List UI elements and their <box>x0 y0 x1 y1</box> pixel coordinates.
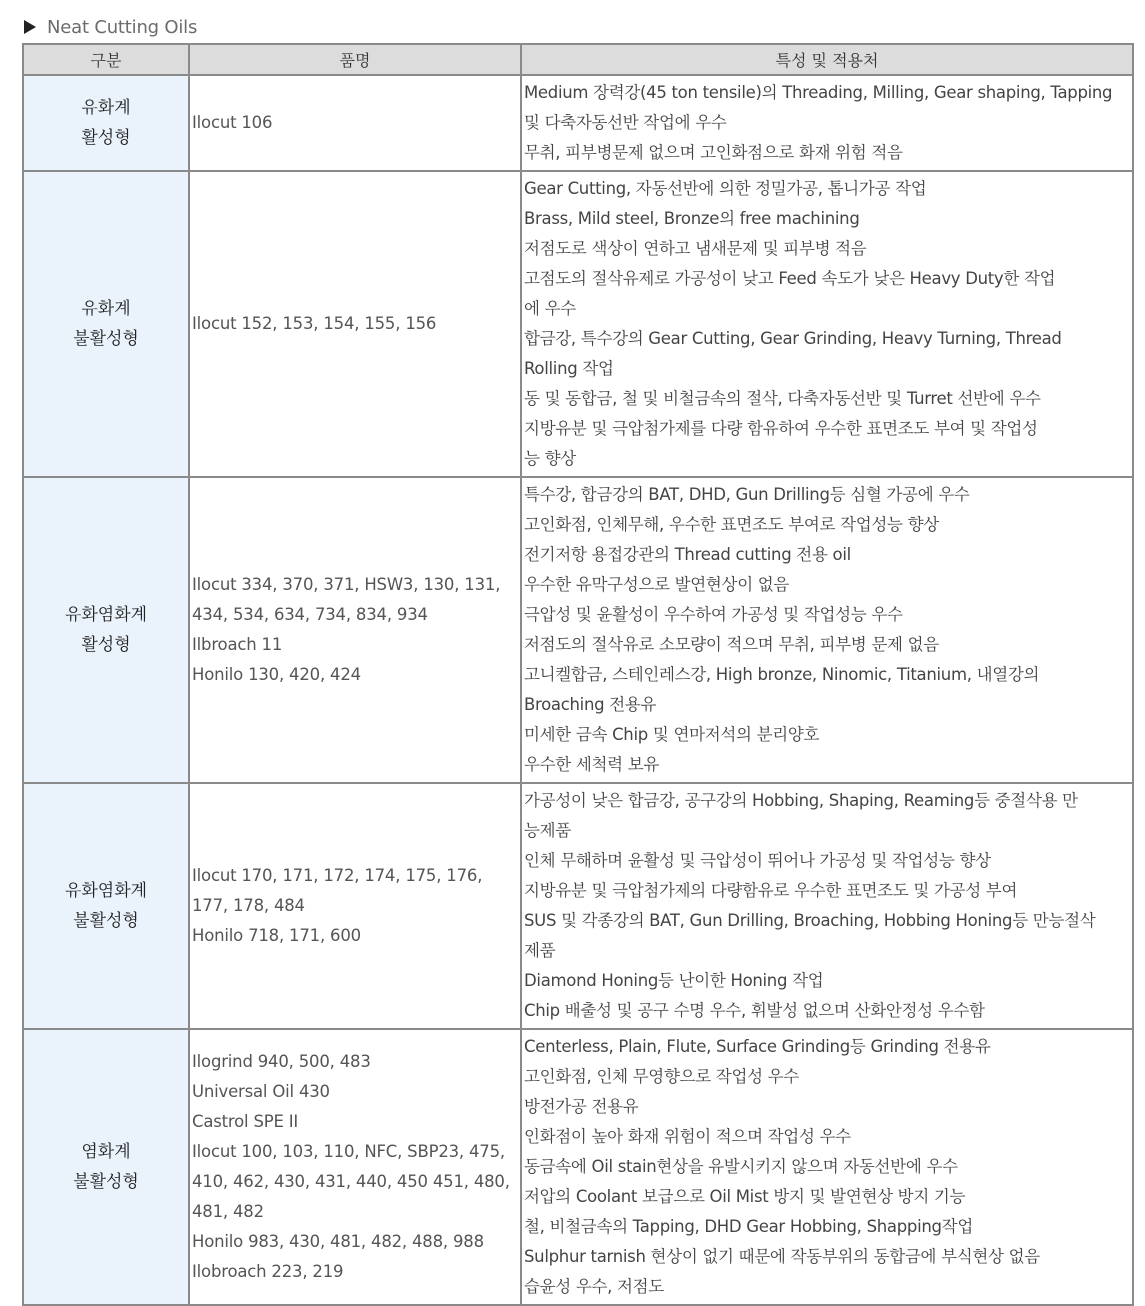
product-cell-line: Ilocut 170, 171, 172, 174, 175, 176, <box>192 866 483 885</box>
features-cell-line: SUS 및 각종강의 BAT, Gun Drilling, Broaching, Hobbing Honing등 만능절삭 <box>524 911 1096 930</box>
features-cell-line: Chip 배출성 및 공구 수명 우수, 휘발성 없으며 산화안정성 우수함 <box>524 1001 985 1020</box>
features-cell-line: 가공성이 낮은 합금강, 공구강의 Hobbing, Shaping, Reaming등 중절삭용 만 <box>524 791 1078 810</box>
table-header-row <box>23 44 1133 75</box>
product-cell-line: Honilo 130, 420, 424 <box>192 665 361 684</box>
category-cell-line: 유화염화계 <box>64 605 148 625</box>
features-cell <box>521 477 1133 783</box>
product-cell <box>189 1029 521 1305</box>
features-cell-line: Diamond Honing등 난이한 Honing 작업 <box>524 971 824 990</box>
features-cell-line: Medium 장력강(45 ton tensile)의 Threading, Milling, Gear shaping, Tapping <box>524 83 1113 102</box>
product-cell-line: 410, 462, 430, 431, 440, 450 451, 480, <box>192 1172 510 1191</box>
product-cell-line: Ilocut 106 <box>192 113 273 132</box>
features-cell-line: 전기저항 용접강관의 Thread cutting 전용 oil <box>524 545 851 564</box>
features-cell-line: Sulphur tarnish 현상이 없기 때문에 작동부위의 동합금에 부식현상 없음 <box>524 1247 1040 1266</box>
section-title-text: Neat Cutting Oils <box>47 16 198 38</box>
product-cell-line: Honilo 983, 430, 481, 482, 488, 988 <box>192 1232 484 1251</box>
category-cell-line: 염화계 <box>81 1142 131 1162</box>
table-row <box>23 75 1133 171</box>
features-cell <box>521 1029 1133 1305</box>
features-cell-line: 저점도의 절삭유로 소모량이 적으며 무취, 피부병 문제 없음 <box>524 635 939 654</box>
features-cell-line: 지방유분 및 극압첨가제의 다량함유로 우수한 표면조도 및 가공성 부여 <box>524 881 1018 900</box>
category-cell <box>23 75 189 171</box>
triangle-bullet-icon <box>24 20 36 34</box>
features-cell-line: 저점도로 색상이 연하고 냄새문제 및 피부병 적음 <box>524 239 867 258</box>
category-cell-line: 유화염화계 <box>64 881 148 901</box>
features-cell-line: 습윤성 우수, 저점도 <box>524 1277 664 1296</box>
features-cell-line: 고인화점, 인체무해, 우수한 표면조도 부여로 작업성능 향상 <box>524 515 939 534</box>
product-cell <box>189 75 521 171</box>
category-cell-line: 불활성형 <box>73 911 139 931</box>
header-features: 특성 및 적용처 <box>521 44 1133 75</box>
features-cell-line: 저압의 Coolant 보급으로 Oil Mist 방지 및 발연현상 방지 기능 <box>524 1187 966 1206</box>
product-cell-line: Ilocut 100, 103, 110, NFC, SBP23, 475, <box>192 1142 505 1161</box>
features-cell-line: 고인화점, 인체 무영향으로 작업성 우수 <box>524 1067 799 1086</box>
features-cell-line: 고니켈합금, 스테인레스강, High bronze, Ninomic, Titanium, 내열강의 <box>524 665 1040 684</box>
features-cell-line: Broaching 전용유 <box>524 695 657 714</box>
product-cell <box>189 171 521 477</box>
category-cell <box>23 1029 189 1305</box>
product-cell-line: Ilobroach 223, 219 <box>192 1262 344 1281</box>
features-cell-line: 미세한 금속 Chip 및 연마저석의 분리양호 <box>524 725 820 744</box>
category-cell <box>23 477 189 783</box>
features-cell-line: 특수강, 합금강의 BAT, DHD, Gun Drilling등 심혈 가공에 우수 <box>524 485 970 504</box>
features-cell <box>521 75 1133 171</box>
features-cell-line: 방전가공 전용유 <box>524 1097 639 1116</box>
table-row <box>23 477 1133 783</box>
features-cell-line: 인화점이 높아 화재 위험이 적으며 작업성 우수 <box>524 1127 851 1146</box>
features-cell-line: Rolling 작업 <box>524 359 614 378</box>
category-cell-line: 유화계 <box>81 299 131 319</box>
category-cell <box>23 783 189 1029</box>
features-cell-line: 에 우수 <box>524 299 576 318</box>
category-cell-line: 불활성형 <box>73 1172 139 1192</box>
product-cell-line: 434, 534, 634, 734, 834, 934 <box>192 605 428 624</box>
header-product: 품명 <box>189 44 521 75</box>
table-row <box>23 171 1133 477</box>
product-cell-line: Ilocut 152, 153, 154, 155, 156 <box>192 314 437 333</box>
features-cell-line: Centerless, Plain, Flute, Surface Grinding등 Grinding 전용유 <box>524 1037 991 1056</box>
features-cell-line: 극압성 및 윤활성이 우수하여 가공성 및 작업성능 우수 <box>524 605 903 624</box>
category-cell-line: 유화계 <box>81 98 131 118</box>
product-cell-line: Castrol SPE II <box>192 1112 299 1131</box>
features-cell-line: Gear Cutting, 자동선반에 의한 정밀가공, 톱니가공 작업 <box>524 179 927 198</box>
features-cell-line: 동 및 동합금, 철 및 비철금속의 절삭, 다축자동선반 및 Turret 선반에 우수 <box>524 389 1041 408</box>
features-cell-line: 합금강, 특수강의 Gear Cutting, Gear Grinding, Heavy Turning, Thread <box>524 329 1062 348</box>
header-category: 구분 <box>23 44 189 75</box>
features-cell-line: 능제품 <box>524 821 571 840</box>
features-cell-line: 능 향상 <box>524 449 576 468</box>
features-cell-line: Brass, Mild steel, Bronze의 free machining <box>524 209 860 228</box>
product-cell-line: 481, 482 <box>192 1202 264 1221</box>
table-row <box>23 1029 1133 1305</box>
features-cell-line: 지방유분 및 극압첨가제를 다량 함유하여 우수한 표면조도 부여 및 작업성 <box>524 419 1038 438</box>
features-cell <box>521 171 1133 477</box>
section-title <box>24 15 197 39</box>
category-cell <box>23 171 189 477</box>
product-cell <box>189 783 521 1029</box>
product-cell-line: Honilo 718, 171, 600 <box>192 926 361 945</box>
features-cell-line: 무취, 피부병문제 없으며 고인화점으로 화재 위험 적음 <box>524 143 903 162</box>
features-cell-line: 및 다축자동선반 작업에 우수 <box>524 113 727 132</box>
features-cell-line: 우수한 세척력 보유 <box>524 755 660 774</box>
product-cell-line: Ilbroach 11 <box>192 635 283 654</box>
cutting-oils-table <box>22 43 1134 1306</box>
features-cell-line: 우수한 유막구성으로 발연현상이 없음 <box>524 575 790 594</box>
table-row <box>23 783 1133 1029</box>
features-cell-line: 동금속에 Oil stain현상을 유발시키지 않으며 자동선반에 우수 <box>524 1157 958 1176</box>
features-cell-line: 인체 무해하며 윤활성 및 극압성이 뛰어나 가공성 및 작업성능 향상 <box>524 851 991 870</box>
features-cell-line: 제품 <box>524 941 556 960</box>
product-cell-line: 177, 178, 484 <box>192 896 305 915</box>
product-cell-line: Ilocut 334, 370, 371, HSW3, 130, 131, <box>192 575 501 594</box>
category-cell-line: 활성형 <box>81 128 131 148</box>
category-cell-line: 활성형 <box>81 635 131 655</box>
features-cell-line: 철, 비철금속의 Tapping, DHD Gear Hobbing, Shapping작업 <box>524 1217 973 1236</box>
product-cell <box>189 477 521 783</box>
category-cell-line: 불활성형 <box>73 329 139 349</box>
product-cell-line: Universal Oil 430 <box>192 1082 330 1101</box>
features-cell <box>521 783 1133 1029</box>
product-cell-line: Ilogrind 940, 500, 483 <box>192 1052 371 1071</box>
features-cell-line: 고점도의 절삭유제로 가공성이 낮고 Feed 속도가 낮은 Heavy Duty한 작업 <box>524 269 1056 288</box>
